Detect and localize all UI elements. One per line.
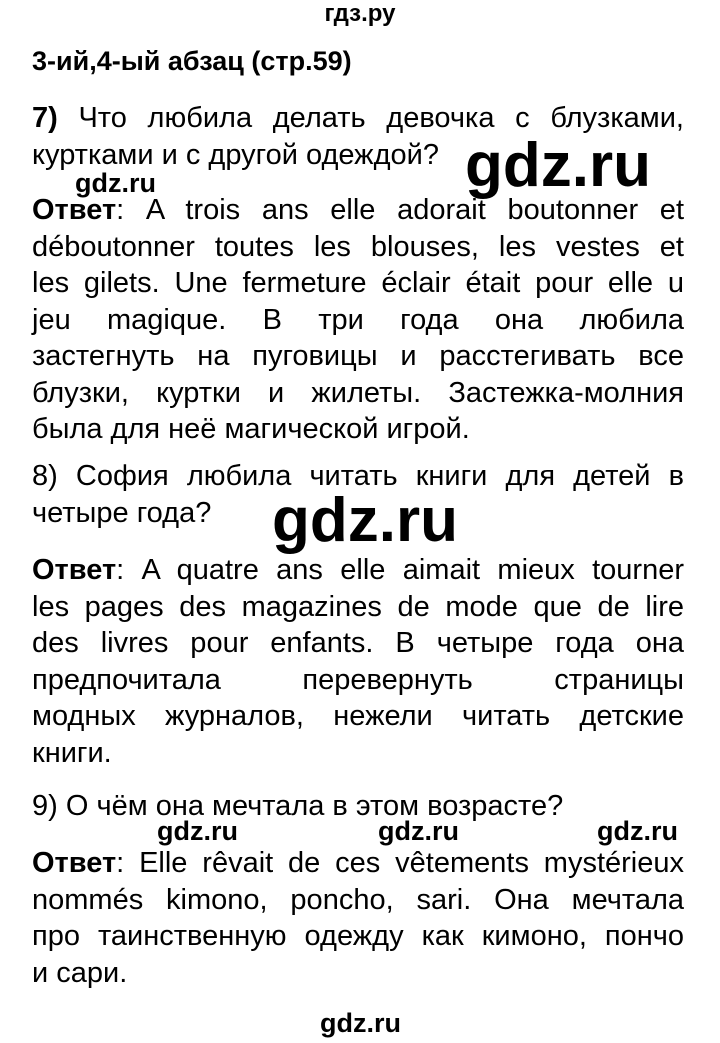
question-7-line-2: куртками и с другой одеждой? <box>32 138 439 171</box>
answer-8-line-6: книги. <box>32 736 112 769</box>
section-title: 3-ий,4-ый абзац (стр.59) <box>32 46 352 76</box>
watermark-small-3: gdz.ru <box>378 816 459 846</box>
answer-9-line-1-text: : Elle rêvait de ces vêtements mystérieux <box>116 847 684 879</box>
answer-7-line-3: les gilets. Une fermeture éclair était pour elle u <box>32 267 684 299</box>
answer-8-label: Ответ <box>32 554 117 586</box>
answer-8 <box>32 552 684 771</box>
watermark-small-1: gdz.ru <box>75 168 156 198</box>
answer-9-line-1 <box>32 845 684 882</box>
watermark-large-1: gdz.ru <box>465 131 651 200</box>
answer-9-line-3: про таинственную одежду как кимоно, пончо <box>32 920 684 952</box>
answer-8-line-3: des livres pour enfants. В четыре года она <box>32 627 684 659</box>
answer-7-line-7: была для неё магической игрой. <box>32 413 470 445</box>
answer-8-line-1-text: : A quatre ans elle aimait mieux tourner <box>116 554 684 586</box>
watermark-footer: gdz.ru <box>320 1008 401 1038</box>
question-8-line-1: 8) София любила читать книги для детей в <box>32 460 684 492</box>
answer-9-line-2: nommés kimono, poncho, sari. Она мечтала <box>32 883 684 916</box>
answer-8-line-2: les pages des magazines de mode que de lire <box>32 590 684 623</box>
watermark-small-2: gdz.ru <box>157 816 238 846</box>
site-header: гдз.ру <box>324 0 396 27</box>
question-7-number: 7) <box>32 102 58 134</box>
answer-9-label: Ответ <box>32 847 117 879</box>
answer-7-line-4: jeu magique. В три года она любила <box>32 303 684 336</box>
question-7-text: Что любила делать девочка с блузками, <box>57 102 684 134</box>
answer-7-line-5: застегнуть на пуговицы и расстегивать все <box>32 340 684 372</box>
question-9 <box>32 788 684 825</box>
question-8-line-2: четыре года? <box>32 496 212 529</box>
answer-7 <box>32 192 684 448</box>
watermark-large-2: gdz.ru <box>272 486 458 555</box>
answer-7-label: Ответ <box>32 194 117 226</box>
answer-7-line-1-text: : A trois ans elle adorait boutonner et <box>116 194 684 226</box>
watermark-small-4: gdz.ru <box>597 816 678 846</box>
answer-7-line-2: déboutonner toutes les blouses, les vestes et <box>32 230 684 263</box>
answer-9 <box>32 845 684 991</box>
answer-8-line-1 <box>32 552 684 589</box>
answer-7-line-6: блузки, куртки и жилеты. Застежка-молния <box>32 376 684 409</box>
question-9-line-1: 9) О чём она мечтала в этом возрасте? <box>32 790 564 822</box>
answer-8-line-5: модных журналов, нежели читать детские <box>32 700 684 732</box>
answer-9-line-4: и сари. <box>32 956 128 989</box>
answer-8-line-4: предпочитала перевернуть страницы <box>32 663 684 696</box>
